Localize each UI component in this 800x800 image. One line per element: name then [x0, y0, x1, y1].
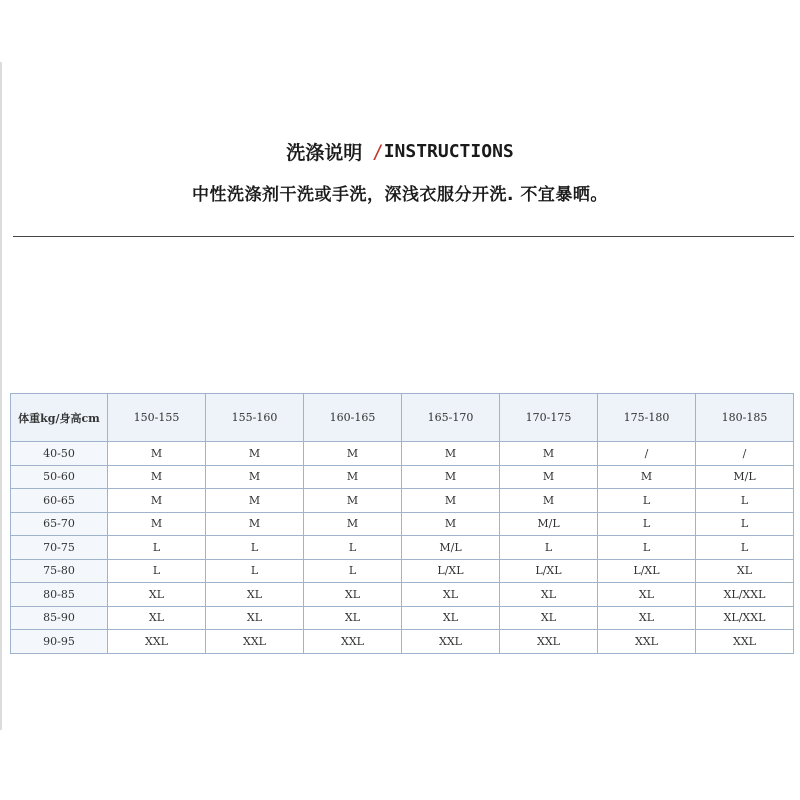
- heading-slash: /: [372, 140, 384, 163]
- size-cell: L: [108, 536, 206, 560]
- section-divider: [13, 236, 794, 237]
- size-cell: XL/XXL: [696, 583, 794, 607]
- size-cell: XXL: [696, 630, 794, 654]
- weight-cell: 40-50: [11, 442, 108, 466]
- weight-cell: 85-90: [11, 606, 108, 630]
- size-cell: L: [304, 559, 402, 583]
- size-cell: L: [696, 536, 794, 560]
- table-row: [11, 630, 794, 654]
- size-cell: L: [304, 536, 402, 560]
- size-cell: XL: [108, 606, 206, 630]
- size-cell: L/XL: [598, 559, 696, 583]
- table-row: [11, 489, 794, 513]
- size-cell: L: [206, 536, 304, 560]
- weight-cell: 65-70: [11, 512, 108, 536]
- size-cell: M: [108, 512, 206, 536]
- weight-cell: 50-60: [11, 465, 108, 489]
- weight-cell: 75-80: [11, 559, 108, 583]
- size-cell: M: [402, 512, 500, 536]
- size-cell: L: [206, 559, 304, 583]
- size-cell: M: [598, 465, 696, 489]
- corner-header: 体重kg/身高cm: [11, 394, 108, 442]
- size-cell: M: [402, 489, 500, 513]
- heading-english: INSTRUCTIONS: [383, 141, 514, 162]
- size-cell: M: [500, 465, 598, 489]
- size-cell: M/L: [500, 512, 598, 536]
- size-cell: L/XL: [402, 559, 500, 583]
- size-cell: M: [304, 465, 402, 489]
- size-cell: XXL: [402, 630, 500, 654]
- size-cell: XL: [108, 583, 206, 607]
- size-cell: M: [402, 442, 500, 466]
- size-cell: XXL: [304, 630, 402, 654]
- size-cell: M: [500, 442, 598, 466]
- height-header: 155-160: [206, 394, 304, 442]
- size-cell: XXL: [206, 630, 304, 654]
- size-cell: XL: [500, 583, 598, 607]
- size-cell: XXL: [500, 630, 598, 654]
- size-cell: L: [108, 559, 206, 583]
- size-cell: M/L: [402, 536, 500, 560]
- size-cell: XL: [402, 583, 500, 607]
- size-cell: XL: [206, 583, 304, 607]
- height-header: 160-165: [304, 394, 402, 442]
- height-header: 170-175: [500, 394, 598, 442]
- size-cell: XL: [696, 559, 794, 583]
- table-header-row: [11, 394, 794, 442]
- size-cell: L: [598, 536, 696, 560]
- size-cell: M: [500, 489, 598, 513]
- weight-cell: 90-95: [11, 630, 108, 654]
- size-cell: XL: [304, 606, 402, 630]
- size-cell: M: [206, 465, 304, 489]
- size-cell: XXL: [108, 630, 206, 654]
- table-row: [11, 442, 794, 466]
- size-cell: L: [598, 512, 696, 536]
- table-row: [11, 559, 794, 583]
- size-cell: L: [500, 536, 598, 560]
- size-cell: XL: [598, 606, 696, 630]
- size-cell: XL: [598, 583, 696, 607]
- size-cell: M: [304, 512, 402, 536]
- size-cell: M: [304, 489, 402, 513]
- size-cell: M: [304, 442, 402, 466]
- height-header: 175-180: [598, 394, 696, 442]
- size-cell: XL: [206, 606, 304, 630]
- table-row: [11, 465, 794, 489]
- height-header: 150-155: [108, 394, 206, 442]
- size-chart-table: [10, 393, 794, 654]
- table-row: [11, 512, 794, 536]
- size-cell: /: [598, 442, 696, 466]
- size-cell: XL: [402, 606, 500, 630]
- size-cell: L: [598, 489, 696, 513]
- size-cell: M: [206, 489, 304, 513]
- size-cell: M: [206, 512, 304, 536]
- size-cell: XXL: [598, 630, 696, 654]
- size-cell: L/XL: [500, 559, 598, 583]
- size-cell: XL: [304, 583, 402, 607]
- size-cell: M: [108, 442, 206, 466]
- table-row: [11, 536, 794, 560]
- size-cell: M: [108, 489, 206, 513]
- size-cell: M: [108, 465, 206, 489]
- size-cell: XL/XXL: [696, 606, 794, 630]
- weight-cell: 60-65: [11, 489, 108, 513]
- height-header: 180-185: [696, 394, 794, 442]
- heading-chinese: 洗涤说明: [286, 142, 363, 164]
- weight-cell: 70-75: [11, 536, 108, 560]
- size-cell: M/L: [696, 465, 794, 489]
- table-row: [11, 583, 794, 607]
- size-cell: L: [696, 512, 794, 536]
- washing-instructions-text: 中性洗涤剂干洗或手洗，深浅衣服分开洗. 不宜暴晒。: [192, 185, 608, 205]
- table-row: [11, 606, 794, 630]
- size-cell: M: [402, 465, 500, 489]
- weight-cell: 80-85: [11, 583, 108, 607]
- size-cell: M: [206, 442, 304, 466]
- size-cell: /: [696, 442, 794, 466]
- height-header: 165-170: [402, 394, 500, 442]
- size-cell: L: [696, 489, 794, 513]
- instructions-heading: [0, 138, 800, 165]
- size-cell: XL: [500, 606, 598, 630]
